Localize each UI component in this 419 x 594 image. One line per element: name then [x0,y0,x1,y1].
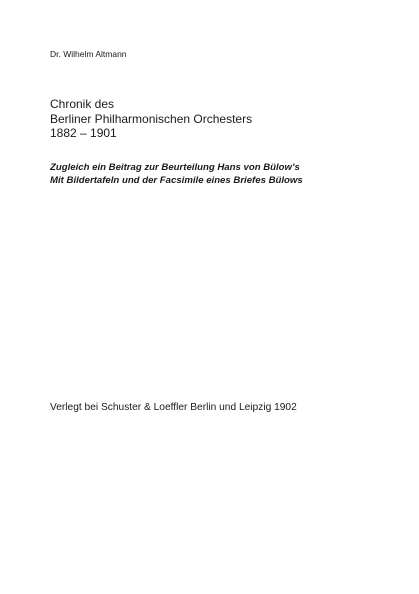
book-title [50,97,252,141]
publisher-line: Verlegt bei Schuster & Loeffler Berlin und Leipzig 1902 [50,402,297,413]
title-line-3: 1882 – 1901 [50,126,117,140]
author-name: Dr. Wilhelm Altmann [50,49,127,59]
title-line-1: Chronik des [50,97,115,111]
subtitle-line-1: Zugleich ein Beitrag zur Beurteilung Hans von Bülow’s [50,162,300,173]
title-line-2: Berliner Philharmonischen Orchesters [50,111,253,126]
book-subtitle [50,162,303,187]
subtitle-line-2: Mit Bildertafeln und der Facsimile eines Briefes Bülows [50,174,303,186]
